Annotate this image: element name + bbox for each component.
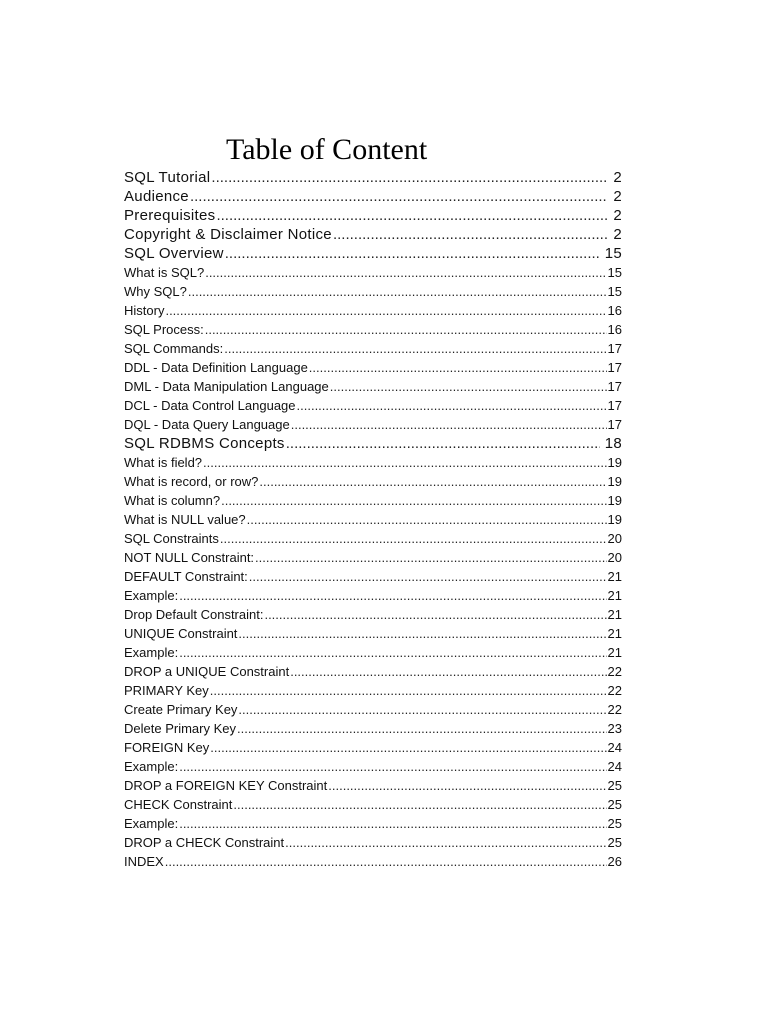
toc-entry-page: 19	[607, 493, 622, 508]
dot-leader	[290, 662, 606, 681]
toc-entry-label: DML - Data Manipulation Language	[124, 379, 329, 394]
toc-entry-label: What is field?	[124, 455, 203, 470]
toc-entry-label: Example:	[124, 816, 179, 831]
toc-entry-label: SQL Constraints	[124, 531, 219, 546]
toc-entry-label: SQL RDBMS Concepts	[124, 435, 285, 452]
toc-entry-label: SQL Commands:	[124, 341, 224, 356]
toc-entry-page: 16	[607, 303, 622, 318]
dot-leader	[255, 548, 606, 567]
toc-entry[interactable]	[124, 358, 622, 377]
toc-entry-label: DEFAULT Constraint:	[124, 569, 248, 584]
toc-entry-label: PRIMARY Key	[124, 683, 209, 698]
toc-entry-page: 25	[607, 835, 622, 850]
toc-entry[interactable]	[124, 624, 622, 643]
dot-leader	[224, 339, 606, 358]
toc-entry-page: 17	[607, 341, 622, 356]
dot-leader	[179, 814, 606, 833]
dot-leader	[190, 187, 608, 206]
toc-entry-label: DROP a UNIQUE Constraint	[124, 664, 290, 679]
toc-entry[interactable]	[124, 795, 622, 814]
toc-entry-label: Create Primary Key	[124, 702, 238, 717]
toc-entry-label: Copyright & Disclaimer Notice	[124, 226, 332, 243]
toc-entry-label: What is column?	[124, 493, 221, 508]
dot-leader	[179, 586, 606, 605]
toc-entry-label: Audience	[124, 188, 189, 205]
toc-entry[interactable]	[124, 491, 622, 510]
toc-entry[interactable]	[124, 187, 622, 206]
toc-entry[interactable]	[124, 301, 622, 320]
dot-leader	[205, 320, 607, 339]
toc-entry[interactable]	[124, 320, 622, 339]
toc-entry-label: SQL Tutorial	[124, 169, 211, 186]
dot-leader	[211, 168, 608, 187]
dot-leader	[247, 510, 607, 529]
toc-entry[interactable]	[124, 225, 622, 244]
toc-entry-page: 17	[607, 360, 622, 375]
toc-entry[interactable]	[124, 662, 622, 681]
toc-entry-label: DQL - Data Query Language	[124, 417, 290, 432]
toc-entry[interactable]	[124, 244, 622, 263]
toc-entry[interactable]	[124, 700, 622, 719]
dot-leader	[179, 643, 606, 662]
toc-entry-label: History	[124, 303, 165, 318]
toc-entry-label: Prerequisites	[124, 207, 216, 224]
toc-entry[interactable]	[124, 415, 622, 434]
toc-entry[interactable]	[124, 263, 622, 282]
toc-entry[interactable]	[124, 168, 622, 187]
toc-entry-page: 25	[607, 816, 622, 831]
toc-entry-label: Example:	[124, 588, 179, 603]
toc-entry-label: INDEX	[124, 854, 164, 869]
toc-entry-label: What is SQL?	[124, 265, 205, 280]
dot-leader	[188, 282, 607, 301]
toc-entry-page: 2	[613, 207, 622, 224]
dot-leader	[203, 453, 606, 472]
toc-entry[interactable]	[124, 738, 622, 757]
toc-entry[interactable]	[124, 833, 622, 852]
toc-entry[interactable]	[124, 776, 622, 795]
toc-entry-label: What is record, or row?	[124, 474, 259, 489]
toc-entry[interactable]	[124, 757, 622, 776]
dot-leader	[220, 529, 607, 548]
toc-entry-label: DROP a FOREIGN KEY Constraint	[124, 778, 328, 793]
toc-entry-page: 2	[613, 188, 622, 205]
dot-leader	[297, 396, 607, 415]
dot-leader	[225, 244, 600, 263]
toc-entry[interactable]	[124, 472, 622, 491]
toc-entry-label: SQL Overview	[124, 245, 224, 262]
dot-leader	[264, 605, 606, 624]
toc-entry-page: 22	[607, 702, 622, 717]
toc-entry-label: Why SQL?	[124, 284, 187, 299]
toc-entry-label: FOREIGN Key	[124, 740, 210, 755]
dot-leader	[233, 795, 606, 814]
dot-leader	[179, 757, 606, 776]
toc-entry[interactable]	[124, 282, 622, 301]
toc-entry[interactable]	[124, 681, 622, 700]
toc-entry[interactable]	[124, 510, 622, 529]
toc-entry-label: SQL Process:	[124, 322, 204, 337]
toc-entry-page: 23	[607, 721, 622, 736]
toc-entry-page: 21	[607, 645, 622, 660]
toc-entry-page: 20	[607, 550, 622, 565]
toc-entry-page: 17	[607, 379, 622, 394]
toc-entry-page: 25	[607, 797, 622, 812]
toc-entry-page: 22	[607, 664, 622, 679]
toc-entry-label: DDL - Data Definition Language	[124, 360, 308, 375]
dot-leader	[205, 263, 606, 282]
toc-entry-page: 21	[607, 588, 622, 603]
toc-entry[interactable]	[124, 339, 622, 358]
toc-entry-page: 2	[613, 169, 622, 186]
toc-entry[interactable]	[124, 377, 622, 396]
dot-leader	[333, 225, 608, 244]
toc-entry-page: 16	[607, 322, 622, 337]
toc-entry-page: 17	[607, 398, 622, 413]
toc-entry[interactable]	[124, 529, 622, 548]
dot-leader	[210, 681, 607, 700]
toc-entry-page: 17	[607, 417, 622, 432]
dot-leader	[237, 719, 607, 738]
toc-entry-label: DROP a CHECK Constraint	[124, 835, 285, 850]
toc-entry-label: What is NULL value?	[124, 512, 246, 527]
dot-leader	[165, 852, 607, 871]
dot-leader	[165, 301, 606, 320]
toc-entry-page: 19	[607, 455, 622, 470]
toc-entry[interactable]	[124, 586, 622, 605]
toc-entry-label: NOT NULL Constraint:	[124, 550, 255, 565]
dot-leader	[249, 567, 607, 586]
dot-leader	[238, 624, 606, 643]
toc-entry-page: 24	[607, 740, 622, 755]
toc-entry[interactable]	[124, 434, 622, 453]
dot-leader	[309, 358, 607, 377]
toc-entry-page: 15	[607, 265, 622, 280]
dot-leader	[291, 415, 607, 434]
toc-entry-label: Drop Default Constraint:	[124, 607, 264, 622]
toc-entry[interactable]	[124, 719, 622, 738]
toc-entry-page: 21	[607, 626, 622, 641]
toc-entry[interactable]	[124, 396, 622, 415]
dot-leader	[221, 491, 606, 510]
toc-entry[interactable]	[124, 852, 622, 871]
toc-entry[interactable]	[124, 643, 622, 662]
toc-entry[interactable]	[124, 206, 622, 225]
toc-entry-label: UNIQUE Constraint	[124, 626, 238, 641]
toc-entry-page: 20	[607, 531, 622, 546]
toc-entry-page: 26	[607, 854, 622, 869]
toc-entry-label: CHECK Constraint	[124, 797, 233, 812]
toc-entry-label: Example:	[124, 645, 179, 660]
dot-leader	[216, 206, 608, 225]
toc-entry[interactable]	[124, 567, 622, 586]
toc-entry-page: 18	[604, 435, 622, 452]
toc-entry-page: 19	[607, 474, 622, 489]
toc-entry-page: 24	[607, 759, 622, 774]
toc-entry-page: 15	[607, 284, 622, 299]
toc-entry-page: 2	[613, 226, 622, 243]
toc-entry-page: 19	[607, 512, 622, 527]
toc-entry[interactable]	[124, 605, 622, 624]
toc-entry-label: DCL - Data Control Language	[124, 398, 296, 413]
dot-leader	[330, 377, 607, 396]
toc-entry[interactable]	[124, 814, 622, 833]
dot-leader	[328, 776, 606, 795]
toc-entry-page: 21	[607, 569, 622, 584]
toc-entry[interactable]	[124, 548, 622, 567]
toc-entry-page: 15	[604, 245, 622, 262]
toc-entry-label: Delete Primary Key	[124, 721, 236, 736]
dot-leader	[259, 472, 606, 491]
toc-entry-page: 21	[607, 607, 622, 622]
dot-leader	[285, 833, 606, 852]
toc-entry[interactable]	[124, 453, 622, 472]
dot-leader	[238, 700, 606, 719]
toc-entry-label: Example:	[124, 759, 179, 774]
dot-leader	[286, 434, 600, 453]
toc-entry-page: 22	[607, 683, 622, 698]
toc-title: Table of Content	[226, 133, 428, 166]
toc-entry-page: 25	[607, 778, 622, 793]
dot-leader	[210, 738, 606, 757]
